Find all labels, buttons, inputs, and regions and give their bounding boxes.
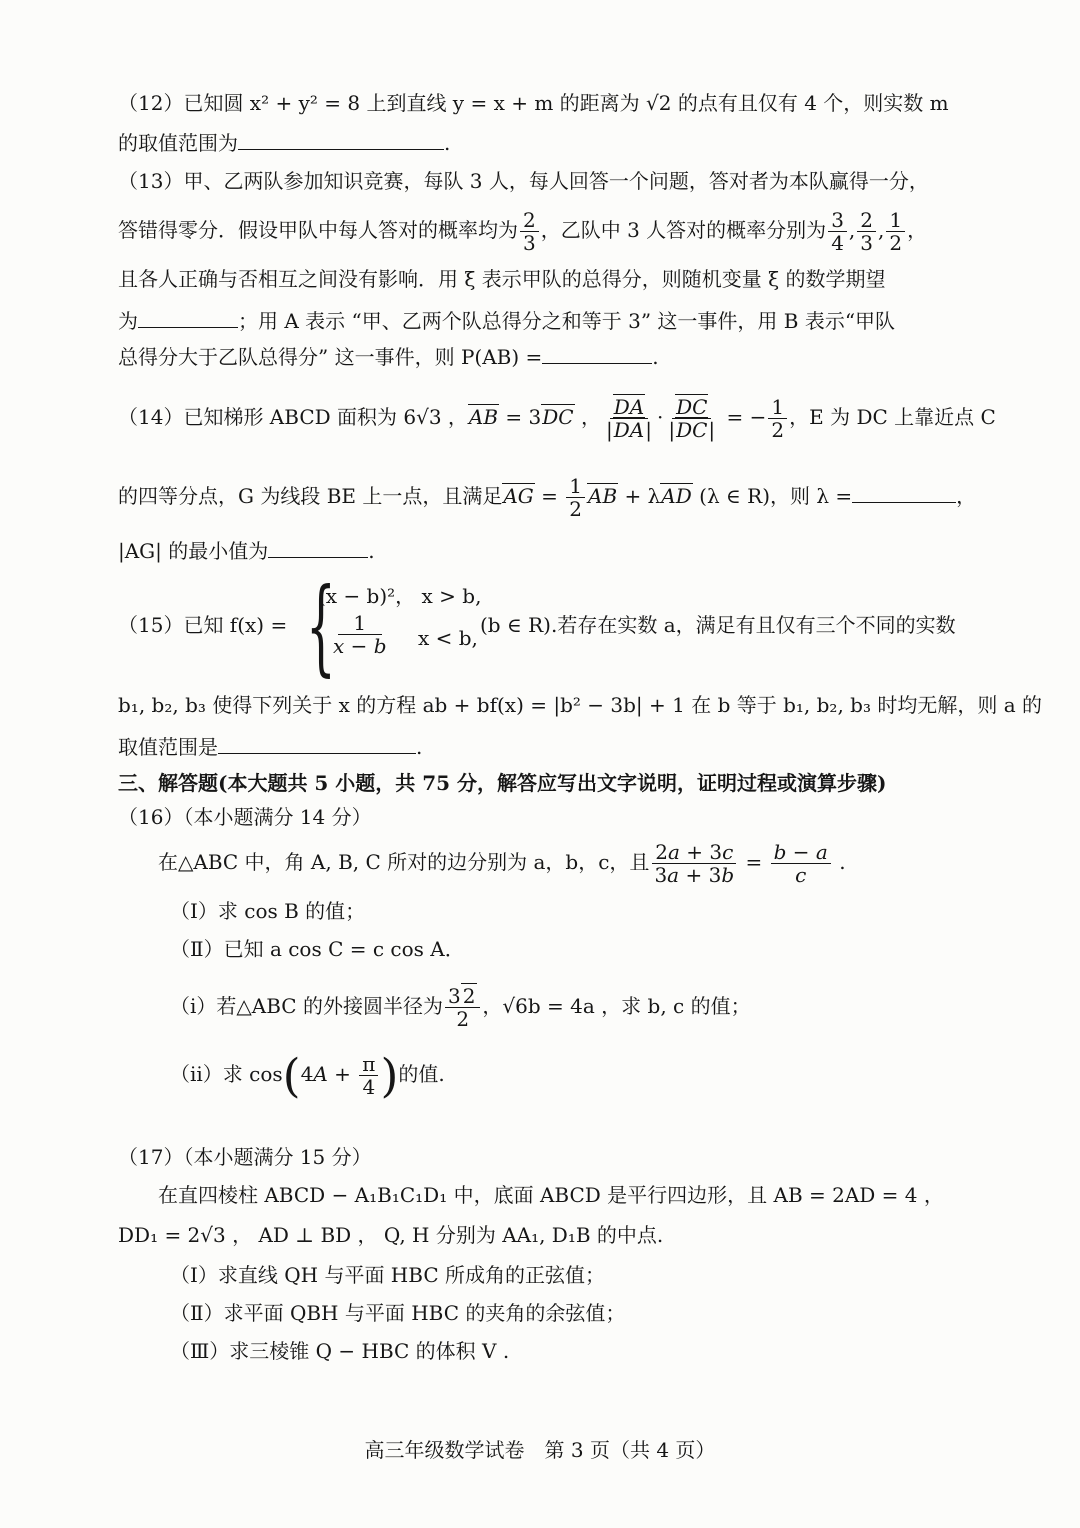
section-heading: 三、解答题(本大题共 5 小题，共 75 分，解答应写出文字说明，证明过程或演算步骤): [118, 771, 887, 795]
q15-tail: (b ∈ R).若存在实数 a，满足有且仅有三个不同的实数: [480, 613, 956, 637]
answer-blank: [542, 343, 652, 364]
left-brace: {: [306, 565, 336, 687]
q12-line1: （12）已知圆 x² + y² = 8 上到直线 y = x + m 的距离为 √2 的点有且仅有 4 个，则实数 m: [118, 91, 949, 115]
answer-blank: [218, 733, 416, 754]
vector-AD: AD: [661, 484, 692, 508]
q14-line2a: 的四等分点，G 为线段 BE 上一点，且满足: [118, 484, 503, 508]
q16-part2i-a: （i）若△ABC 的外接圆半径为: [170, 994, 443, 1018]
q15-line2: b₁, b₂, b₃ 使得下列关于 x 的方程 ab + bf(x) = |b² − 3b| + 1 在 b 等于 b₁, b₂, b₃ 时均无解，则 a 的: [118, 693, 1042, 717]
q14-line3: |AG| 的最小值为 .: [118, 539, 375, 563]
fraction-1-2: $\frac{1}{2}$: [886, 209, 905, 254]
q17-line1: 在直四棱柱 ABCD − A₁B₁C₁D₁ 中，底面 ABCD 是平行四边形，且 AB = 2AD = 4 ，: [158, 1183, 944, 1207]
fraction-3-4: $\frac{3}{4}$: [828, 209, 847, 254]
case-2-fraction: $\frac{1}{x - b}$: [333, 611, 387, 658]
q13-line1: （13）甲、乙两队参加知识竞赛，每队 3 人，每人回答一个问题，答对者为本队赢得一分，: [118, 169, 929, 193]
piecewise-function: [306, 565, 482, 687]
fraction-ratio-left: $\frac{2a + 3c}{3a + 3b}$: [651, 841, 737, 886]
q13-line4: [118, 306, 895, 336]
q13-line3: 且各人正确与否相互之间没有影响．用 ξ 表示甲队的总得分，则随机变量 ξ 的数学期望: [118, 267, 886, 291]
q13-line2: 答错得零分．假设甲队中每人答对的概率均为 $\frac{2}{3}$ ，乙队中 3 人答对的概率分别为 $\frac{3}{4}$ , $\frac{2}{3}$ , $\frac{1}{2}$ ，: [118, 208, 928, 255]
q13-line4b: ；用 A 表示 “甲、乙两个队总得分之和等于 3” 这一事件，用 B 表示“甲队: [238, 309, 896, 333]
q14-line1a: （14）已知梯形 ABCD 面积为 6√3 ，: [118, 405, 468, 429]
answer-blank: [852, 482, 956, 503]
q16-part2i: [170, 984, 751, 1030]
q16-header: （16）（本小题满分 14 分）: [118, 805, 372, 829]
q12-line2-text: 的取值范围为: [118, 131, 238, 155]
q16-part1: （Ⅰ）求 cos B 的值；: [170, 899, 366, 923]
q16-stem: 在△ABC 中，角 A, B, C 所对的边分别为 a，b，c，且 $\frac{2a + 3c}{3a + 3b}$ = $\frac{b - a}{c}$ .: [158, 840, 846, 887]
q14-line1b: E 为 DC 上靠近点 C: [809, 405, 996, 429]
q17-part3: （Ⅲ）求三棱锥 Q − HBC 的体积 V .: [170, 1339, 510, 1363]
q16-part2ii-b: 的值.: [398, 1062, 445, 1086]
q17-header: （17）（本小题满分 15 分）: [118, 1145, 372, 1169]
q16-stem-text: 在△ABC 中，角 A, B, C 所对的边分别为 a，b，c，且: [158, 850, 650, 874]
q17-part1: （Ⅰ）求直线 QH 与平面 HBC 所成角的正弦值；: [170, 1263, 605, 1287]
q14-line2: 的四等分点，G 为线段 BE 上一点，且满足AG = $\frac{1}{2}$ AB + λAD (λ ∈ R)，则 λ = ，: [118, 474, 977, 521]
answer-blank: [238, 129, 444, 150]
fraction-2-3: $\frac{2}{3}$: [520, 209, 539, 254]
fraction-1-2-ag: $\frac{1}{2}$: [566, 475, 585, 520]
q14-line1: （14）已知梯形 ABCD 面积为 6√3 ，AB = 3DC ， $\frac{DA}{|DA|}$ · $\frac{DC}{|DC|}$ = − $\frac{1}{2}$ ，E 为 DC 上靠近点 C: [118, 395, 996, 442]
vector-AG: AG: [503, 484, 534, 508]
q15-line3: 取值范围是 .: [118, 735, 423, 759]
q15-line3-text: 取值范围是: [118, 735, 218, 759]
q13-line4a: 为: [118, 309, 138, 333]
unit-vector-DA: $\frac{DA}{|DA|}$: [605, 395, 652, 442]
q16-part2i-b: ，√6b = 4a ，求 b, c 的值；: [482, 994, 751, 1018]
vector-AB-2: AB: [588, 484, 618, 508]
q16-part2: （Ⅱ）已知 a cos C = c cos A．: [170, 937, 465, 961]
q17-part2: （Ⅱ）求平面 QBH 与平面 HBC 的夹角的余弦值；: [170, 1301, 626, 1325]
fraction-pi-4: $\frac{\pi}{4}$: [359, 1053, 378, 1098]
page-footer: 高三年级数学试卷 第 3 页（共 4 页）: [364, 1438, 716, 1462]
vector-AB: AB: [468, 405, 499, 429]
q13-line5-text: 总得分大于乙队总得分” 这一事件，则 P(AB) =: [118, 345, 543, 369]
vector-DC: DC: [542, 405, 574, 429]
fraction-3sqrt2-2: $\frac{3 2}{2}$: [445, 985, 480, 1030]
case-1: (x − b)²， x > b,: [318, 584, 482, 608]
q12-line2: 的取值范围为 .: [118, 131, 451, 155]
fraction-2-3b: $\frac{2}{3}$: [857, 209, 876, 254]
answer-blank: [138, 307, 238, 328]
answer-blank: [268, 537, 368, 558]
q14-line3-text: |AG| 的最小值为: [118, 539, 269, 563]
q13-line2b: ，乙队中 3 人答对的概率分别为: [540, 218, 827, 242]
q13-line2a: 答错得零分．假设甲队中每人答对的概率均为: [118, 218, 518, 242]
q15-label: （15）已知 f(x) =: [118, 613, 288, 637]
fraction-ratio-right: $\frac{b - a}{c}$: [771, 841, 831, 886]
fraction-1-2-neg: $\frac{1}{2}$: [768, 396, 787, 441]
q14-line2b: (λ ∈ R)，则 λ =: [699, 484, 853, 508]
unit-vector-DC: $\frac{DC}{|DC|}$: [668, 395, 716, 442]
case-2-condition: x < b,: [418, 626, 478, 650]
q17-line2: DD₁ = 2√3 ， AD ⊥ BD ， Q, H 分别为 AA₁, D₁B 的中点.: [118, 1223, 664, 1247]
q16-part2ii-a: （ii）求 cos: [170, 1062, 283, 1086]
q13-line5: 总得分大于乙队总得分” 这一事件，则 P(AB) = .: [118, 345, 659, 369]
q16-part2ii: （ii）求 cos(4A + $\frac{\pi}{4}$ )的值.: [170, 1048, 445, 1103]
